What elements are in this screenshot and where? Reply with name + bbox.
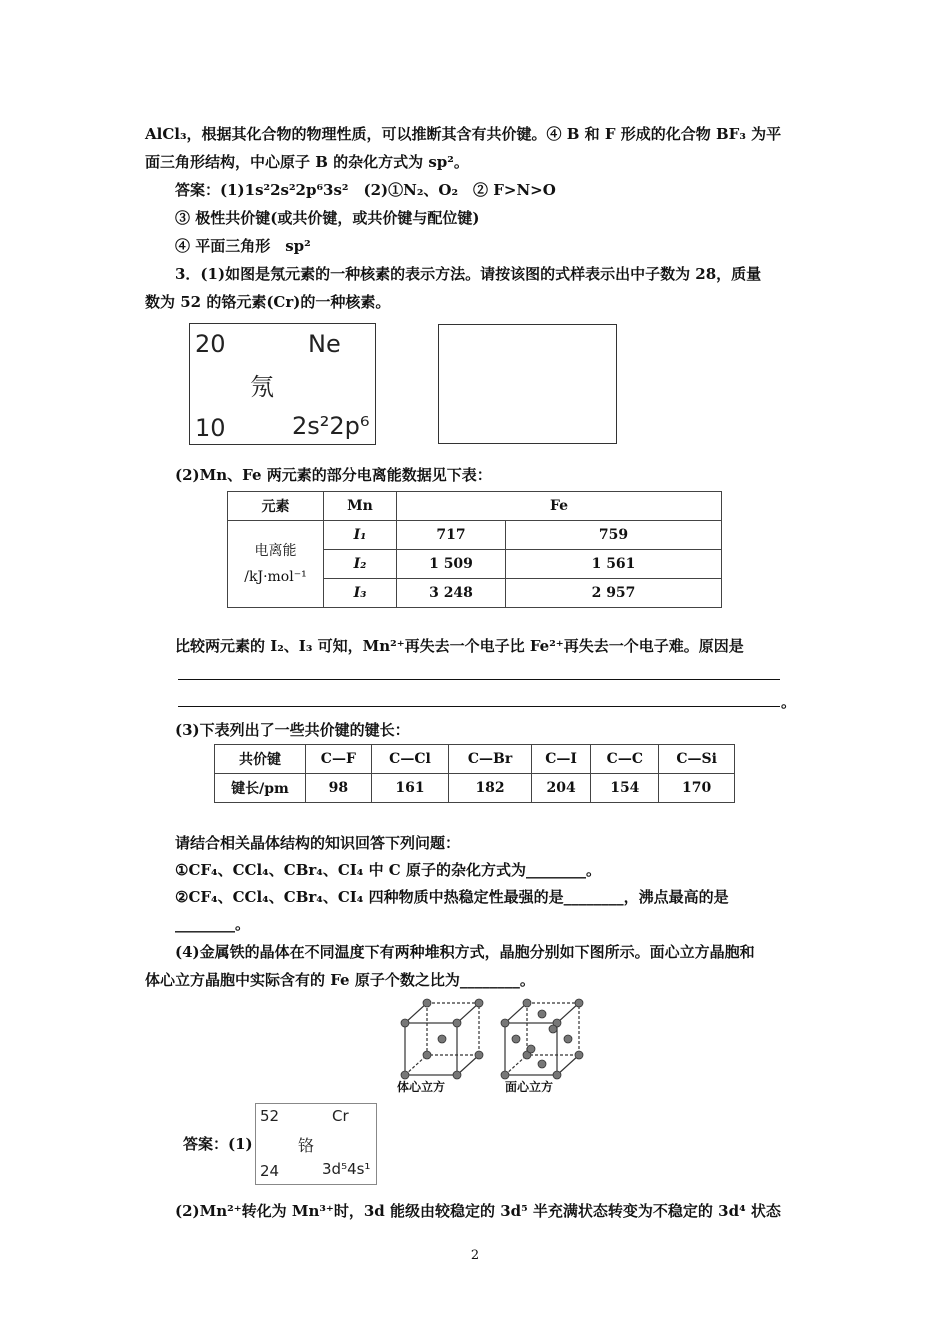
bond-length: 170 [659,774,735,803]
header-mn: Mn [324,492,397,521]
bond-length: 182 [449,774,532,803]
fe-value: 2 957 [506,579,722,608]
text-line: ________。 [175,915,251,933]
empty-answer-box [438,324,617,444]
text-line: (4)金属铁的晶体在不同温度下有两种堆积方式，晶胞分别如下图所示。面心立方晶胞和 [175,943,755,961]
text-line: ①CF₄、CCl₄、CBr₄、CI₄ 中 C 原子的杂化方式为________。 [175,861,601,879]
header-element: 元素 [228,492,324,521]
bond-name: C—Br [449,745,532,774]
bond-length: 98 [306,774,372,803]
row-key: I₁ [324,521,397,550]
bond-length: 154 [591,774,659,803]
answer-line: ④ 平面三角形 sp² [175,237,311,255]
answer-rule [178,679,780,680]
bond-name: C—C [591,745,659,774]
answer-line: 答案：(1)1s²2s²2p⁶3s² (2)①N₂、O₂ ② F>N>O [175,181,556,199]
fe-value: 1 561 [506,550,722,579]
answer-line: ③ 极性共价键(或共价键，或共价键与配位键) [175,209,480,227]
ionization-label [228,521,324,608]
row-key: I₂ [324,550,397,579]
text-line: ②CF₄、CCl₄、CBr₄、CI₄ 四种物质中热稳定性最强的是________，沸点最高的是 [175,888,729,906]
header-length: 键长/pm [215,774,306,803]
mn-value: 717 [397,521,506,550]
neon-configuration: 2s²2p⁶ [292,412,370,440]
question-3-3-line: (3)下表列出了一些共价键的键长： [175,721,410,739]
chromium-nuclide-box [255,1103,377,1185]
cr-mass-number: 52 [260,1107,280,1125]
mn-value: 3 248 [397,579,506,608]
ionization-label-2: /kJ·mol⁻¹ [244,569,307,585]
header-fe: Fe [397,492,722,521]
neon-symbol: Ne [308,330,341,358]
row-key: I₃ [324,579,397,608]
question-2-line: (2)Mn、Fe 两元素的部分电离能数据见下表： [175,466,492,484]
bond-name: C—Cl [371,745,449,774]
text-line: 体心立方晶胞中实际含有的 Fe 原子个数之比为________。 [145,971,535,989]
cr-symbol: Cr [332,1107,349,1125]
cr-configuration: 3d⁵4s¹ [322,1160,371,1178]
bond-name: C—F [306,745,372,774]
compare-line: 比较两元素的 I₂、I₃ 可知，Mn²⁺再失去一个电子比 Fe²⁺再失去一个电子难。原因是 [175,637,744,655]
neon-atomic-number: 10 [195,414,226,442]
text-line: AlCl₃，根据其化合物的物理性质，可以推断其含有共价键。④ B 和 F 形成的化合物 BF₃ 为平 [145,125,782,143]
period: 。 [781,693,797,711]
neon-name: 氖 [250,373,274,401]
bond-name: C—Si [659,745,735,774]
bond-length: 204 [531,774,591,803]
question-3-line: 数为 52 的铬元素(Cr)的一种核素。 [145,293,391,311]
ionization-energy-table [227,491,722,608]
mn-value: 1 509 [397,550,506,579]
answer-line: (2)Mn²⁺转化为 Mn³⁺时，3d 能级由较稳定的 3d⁵ 半充满状态转变为不稳定的 3d⁴ 状态 [175,1202,781,1220]
fcc-label: 面心立方 [505,1080,554,1094]
text-line: 面三角形结构，中心原子 B 的杂化方式为 sp²。 [145,153,469,171]
text-line: 请结合相关晶体结构的知识回答下列问题： [175,834,461,852]
bond-name: C—I [531,745,591,774]
bcc-label: 体心立方 [397,1080,446,1094]
neon-nuclide-box [189,323,376,445]
bond-length-table [214,744,735,803]
cr-name: 铬 [298,1136,315,1155]
page-number: 2 [470,1248,480,1263]
ionization-label-1: 电离能 [254,543,297,559]
answer-label: 答案：(1) [183,1135,253,1153]
bond-length: 161 [371,774,449,803]
question-3-line: 3．(1)如图是氖元素的一种核素的表示方法。请按该图的式样表示出中子数为 28，质量 [175,265,762,283]
neon-mass-number: 20 [195,330,226,358]
fe-value: 759 [506,521,722,550]
answer-rule [178,706,780,707]
header-bond: 共价键 [215,745,306,774]
cr-atomic-number: 24 [260,1162,280,1180]
